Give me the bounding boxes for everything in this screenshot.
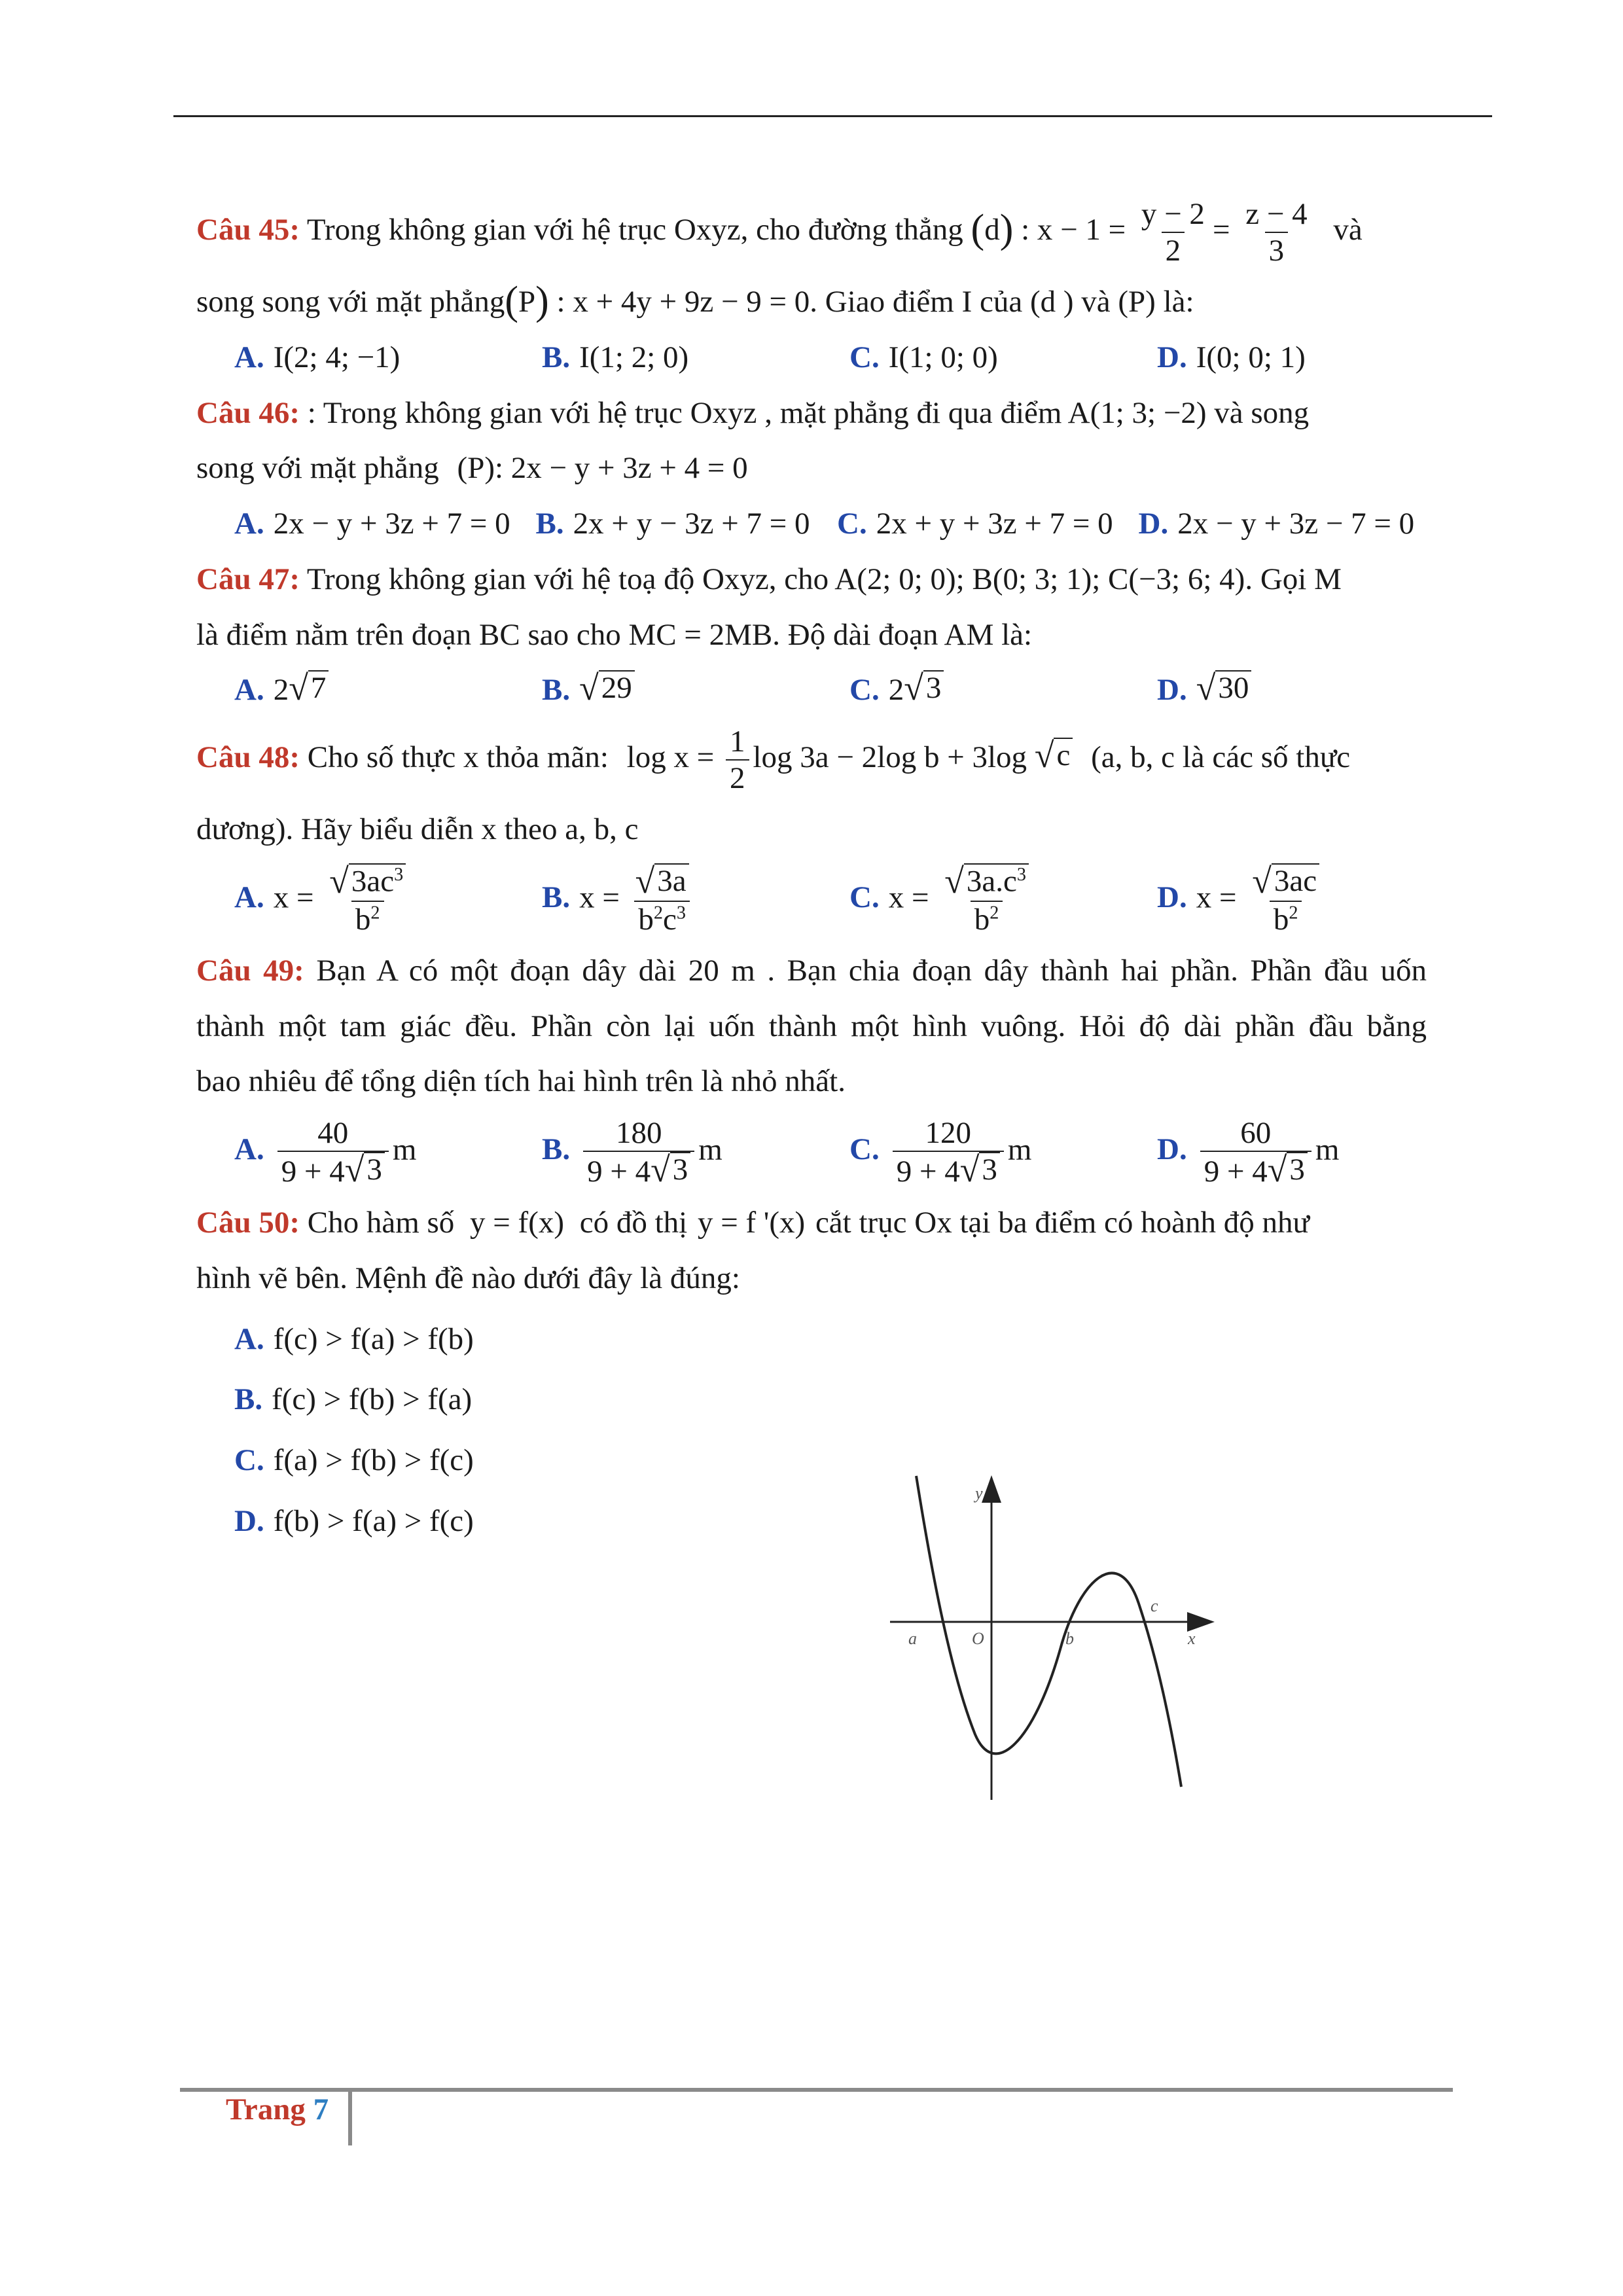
option-b[interactable]: [504, 1115, 812, 1189]
sqrt: √ 3: [960, 1152, 1000, 1187]
coefficient: 2: [888, 673, 904, 708]
denominator-extra: c: [662, 902, 677, 937]
denominator: 2: [1162, 232, 1185, 268]
question-label: Câu 49:: [196, 953, 304, 988]
option-value: 2x + y − 3z + 7 = 0: [573, 507, 810, 541]
option-c[interactable]: [812, 863, 1119, 937]
question-50: [196, 1201, 1427, 1245]
option-d[interactable]: [1119, 863, 1427, 937]
question-label: Câu 47:: [196, 562, 300, 596]
header-rule: [173, 115, 1492, 117]
option-value: 2x − y + 3z + 7 = 0: [273, 507, 510, 541]
root-c-label: c: [1150, 1596, 1158, 1615]
sqrt: √ 3ac: [1252, 863, 1319, 899]
plane-equation: (P): 2x − y + 3z + 4 = 0: [457, 451, 748, 486]
option-label: A.: [234, 1132, 264, 1167]
sqrt: √ $3ac^3$: [329, 863, 406, 899]
eq-part: log 3a − 2log b + 3log: [753, 740, 1027, 774]
option-value: f(b) > f(a) > f(c): [273, 1503, 474, 1538]
radicand: 3ac: [351, 864, 395, 899]
option-a[interactable]: [196, 668, 504, 712]
denominator: 3: [1265, 232, 1289, 268]
question-text: thành một tam giác đều. Phần còn lại uốn thành một hình vuông. Hỏi độ dài phần đầu bằng: [196, 1009, 1427, 1043]
option-a[interactable]: [196, 502, 523, 546]
option-d[interactable]: [196, 1499, 1427, 1543]
point-a: A(1; 3; −2): [1067, 395, 1207, 430]
option-label: C.: [849, 1132, 880, 1167]
radicand: 3: [1287, 1152, 1308, 1187]
option-label: D.: [1157, 1132, 1187, 1167]
question-49: [196, 949, 1427, 993]
page-content: [196, 196, 1427, 1560]
option-a[interactable]: [196, 1115, 504, 1189]
option-label: D.: [1138, 507, 1169, 541]
question-label: Câu 50:: [196, 1206, 300, 1240]
sqrt: √ 3: [1268, 1152, 1308, 1187]
unit: m: [698, 1132, 722, 1167]
options-row: [196, 863, 1427, 937]
points: A(2; 0; 0); B(0; 3; 1); C(−3; 6; 4): [834, 562, 1245, 596]
sqrt: √ 7: [289, 670, 329, 706]
option-label: C.: [849, 673, 880, 708]
denominator: 9 + 4: [587, 1155, 651, 1189]
option-d[interactable]: [1119, 336, 1427, 380]
options-row: [196, 668, 1427, 712]
lhs: x =: [579, 880, 620, 915]
fraction: [1241, 196, 1311, 268]
question-47: [196, 558, 1427, 601]
eq-part: log x =: [626, 740, 715, 774]
question-text: . Độ dài đoạn AM là:: [772, 617, 1033, 652]
option-b[interactable]: [196, 1378, 1427, 1422]
lhs: x =: [888, 880, 929, 915]
question-text: Cho hàm số: [307, 1206, 455, 1240]
question-text: và: [1333, 212, 1363, 247]
option-a[interactable]: [196, 336, 504, 380]
question-text: bao nhiêu để tổng diện tích hai hình trên là nhỏ nhất.: [196, 1064, 846, 1099]
fraction: [1137, 196, 1209, 268]
option-value: 2x − y + 3z − 7 = 0: [1177, 507, 1415, 541]
denominator: b: [638, 902, 654, 937]
option-label: A.: [234, 673, 264, 708]
numerator: z − 4: [1245, 197, 1308, 231]
fraction: [277, 1115, 389, 1189]
exponent: 3: [394, 864, 404, 885]
exponent: 2: [1289, 903, 1298, 924]
sqrt: √ 29: [579, 670, 635, 706]
exponent: 2: [990, 903, 999, 924]
options-row: [196, 1115, 1427, 1189]
exponent: 3: [1016, 864, 1026, 885]
option-d[interactable]: [1126, 502, 1427, 546]
option-b[interactable]: [504, 336, 812, 380]
coefficient: 2: [273, 673, 289, 708]
question-48-line2: [196, 808, 1427, 852]
question-text: : Trong không gian với hệ trục Oxyz , mặt phẳng đi qua điểm: [307, 395, 1062, 430]
question-49-line2: [196, 1005, 1427, 1049]
option-b[interactable]: [504, 668, 812, 712]
origin-label: O: [972, 1629, 984, 1648]
option-label: D.: [234, 1503, 264, 1538]
derivative-curve: [916, 1476, 1181, 1787]
option-label: B.: [535, 507, 564, 541]
sqrt: √ $3a.c^3$: [944, 863, 1029, 899]
lhs: x =: [273, 880, 314, 915]
option-label: B.: [542, 340, 571, 374]
question-text: có đồ thị: [579, 1206, 688, 1240]
fraction: [726, 724, 749, 796]
question-45-line2: song song với mặt phẳng(P) : x + 4y + 9z − 9 = 0. Giao điểm I của (d ) và (P) là:: [196, 279, 1194, 324]
page-number-value: 7: [313, 2092, 329, 2126]
numerator: 40: [317, 1116, 349, 1151]
sqrt: √ 3: [651, 1152, 690, 1187]
unit: m: [1007, 1132, 1032, 1167]
question-48: [196, 724, 1427, 796]
fraction: [940, 863, 1033, 937]
unit: m: [1315, 1132, 1340, 1167]
option-b[interactable]: [523, 502, 825, 546]
option-value: I(1; 0; 0): [888, 340, 998, 374]
radicand: c: [1054, 738, 1073, 773]
option-value: I(0; 0; 1): [1196, 340, 1306, 374]
option-label: D.: [1157, 880, 1187, 915]
question-text: . Giao điểm I của (d ) và (P) là:: [810, 285, 1194, 319]
option-label: A.: [234, 340, 264, 374]
denominator: 9 + 4: [281, 1155, 345, 1189]
option-label: C.: [849, 880, 880, 915]
derivative-graph: [890, 1473, 1217, 1800]
sqrt: √ 3a: [635, 863, 689, 899]
radicand: 29: [599, 670, 635, 706]
question-text: Bạn A có một đoạn dây dài 20 m . Bạn chia đoạn dây thành hai phần. Phần đầu uốn: [316, 953, 1427, 988]
y-axis-label: y: [975, 1484, 983, 1503]
question-text: hình vẽ bên. Mệnh đề nào dưới đây là đúng:: [196, 1261, 740, 1295]
option-value: I(1; 2; 0): [579, 340, 689, 374]
question-text: song với mặt phẳng: [196, 451, 439, 486]
option-value: 2x + y + 3z + 7 = 0: [876, 507, 1113, 541]
radicand: 3: [923, 670, 944, 706]
denominator: 9 + 4: [896, 1155, 960, 1189]
sqrt: √ c: [1035, 738, 1073, 773]
condition: MC = 2MB: [628, 617, 773, 652]
radicand: 3: [670, 1152, 691, 1187]
footer-rule: [180, 2088, 1453, 2092]
sqrt: √ 3: [345, 1152, 385, 1187]
question-47-line2: [196, 613, 1427, 657]
fraction: [893, 1115, 1004, 1189]
option-label: D.: [1157, 340, 1187, 374]
question-text: là điểm nằm trên đoạn BC sao cho: [196, 617, 621, 652]
option-c[interactable]: [812, 336, 1119, 380]
x-axis-label: x: [1188, 1629, 1196, 1648]
question-text: (a, b, c là các số thực: [1091, 740, 1351, 774]
option-value: f(c) > f(a) > f(b): [273, 1321, 474, 1356]
question-label: Câu 48:: [196, 740, 300, 774]
options-stack: [196, 1318, 1427, 1543]
option-label: C.: [837, 507, 867, 541]
option-value: f(a) > f(b) > f(c): [273, 1443, 474, 1478]
radicand: 7: [308, 670, 329, 706]
fraction: [325, 863, 410, 937]
option-label: B.: [542, 673, 571, 708]
option-label: B.: [542, 880, 571, 915]
option-a[interactable]: [196, 863, 504, 937]
question-text: và song: [1214, 395, 1310, 430]
option-label: C.: [234, 1443, 264, 1478]
option-c[interactable]: [812, 668, 1119, 712]
question-46-line2: [196, 446, 1427, 490]
options-row: [196, 336, 1427, 380]
option-c[interactable]: [196, 1439, 1427, 1482]
option-d[interactable]: [1119, 668, 1427, 712]
exponent: 2: [370, 903, 380, 924]
numerator: 1: [730, 724, 745, 759]
question-49-line3: [196, 1060, 1427, 1103]
option-label: D.: [1157, 673, 1187, 708]
question-text: . Gọi M: [1245, 562, 1342, 596]
option-b[interactable]: [504, 863, 812, 937]
option-a[interactable]: [196, 1318, 1427, 1361]
root-a-label: a: [908, 1629, 917, 1648]
question-text: Trong không gian với hệ toạ độ Oxyz, cho: [306, 562, 829, 596]
numerator: y − 2: [1141, 197, 1205, 231]
option-label: B.: [234, 1382, 263, 1417]
exponent: 2: [653, 903, 663, 924]
denominator: b: [974, 902, 990, 937]
option-c[interactable]: [824, 502, 1126, 546]
sqrt: √ 3: [904, 670, 944, 706]
option-label: C.: [849, 340, 880, 374]
radicand: 3: [364, 1152, 385, 1187]
question-text: cắt trục Ox tại ba điểm có hoành độ như: [815, 1206, 1310, 1240]
sqrt: √ 30: [1196, 670, 1252, 706]
question-text: song song với mặt phẳng: [196, 285, 505, 319]
question-text: Cho số thực x thỏa mãn:: [307, 740, 609, 774]
options-row: [196, 502, 1427, 546]
question-50-line2: [196, 1257, 1427, 1300]
plane-equation: x + 4y + 9z − 9 = 0: [573, 285, 810, 319]
question-46: [196, 391, 1427, 435]
radicand: 30: [1215, 670, 1251, 706]
radicand: 3a: [657, 863, 687, 898]
lhs: x =: [1196, 880, 1237, 915]
fraction: [583, 1115, 694, 1189]
function: y = f '(x): [698, 1206, 806, 1240]
question-label: Câu 46:: [196, 395, 300, 430]
numerator: 120: [925, 1116, 972, 1151]
option-d[interactable]: [1119, 1115, 1427, 1189]
option-value: I(2; 4; −1): [273, 340, 401, 374]
eq-part: x − 1 =: [1037, 212, 1126, 247]
option-value: f(c) > f(b) > f(a): [272, 1382, 473, 1417]
option-c[interactable]: [812, 1115, 1119, 1189]
footer-divider: [348, 2092, 352, 2145]
denominator: b: [355, 902, 371, 937]
option-label: A.: [234, 507, 264, 541]
option-label: B.: [542, 1132, 571, 1167]
unit: m: [392, 1132, 417, 1167]
radicand: 3ac: [1274, 863, 1317, 898]
denominator: 9 + 4: [1204, 1155, 1268, 1189]
option-label: A.: [234, 1321, 264, 1356]
question-text: dương). Hãy biểu diễn x theo a, b, c: [196, 812, 639, 847]
page-number: [226, 2092, 329, 2127]
question-label: Câu 45:: [196, 212, 300, 247]
line-equation: (d) : x − 1 = $\frac{y - 2}{2}$ = $\frac{z - 4}{3}$: [971, 213, 1323, 247]
log-equation: [626, 724, 1080, 796]
denominator: b: [1273, 902, 1289, 937]
exponent: 3: [676, 903, 686, 924]
numerator: 180: [615, 1116, 662, 1151]
numerator: 60: [1240, 1116, 1272, 1151]
question-45: [196, 196, 1427, 268]
fraction: [1248, 863, 1323, 937]
fraction: [1200, 1115, 1311, 1189]
page-label: Trang: [226, 2092, 306, 2126]
option-label: A.: [234, 880, 264, 915]
radicand: 3a.c: [966, 864, 1017, 899]
radicand: 3: [979, 1152, 1000, 1187]
question-text: Trong không gian với hệ trục Oxyz, cho đường thẳng: [306, 212, 963, 247]
function: y = f(x): [470, 1206, 565, 1240]
denominator: 2: [726, 759, 749, 796]
graph-svg: [890, 1473, 1217, 1800]
root-b-label: b: [1065, 1629, 1074, 1648]
fraction: [632, 863, 693, 937]
